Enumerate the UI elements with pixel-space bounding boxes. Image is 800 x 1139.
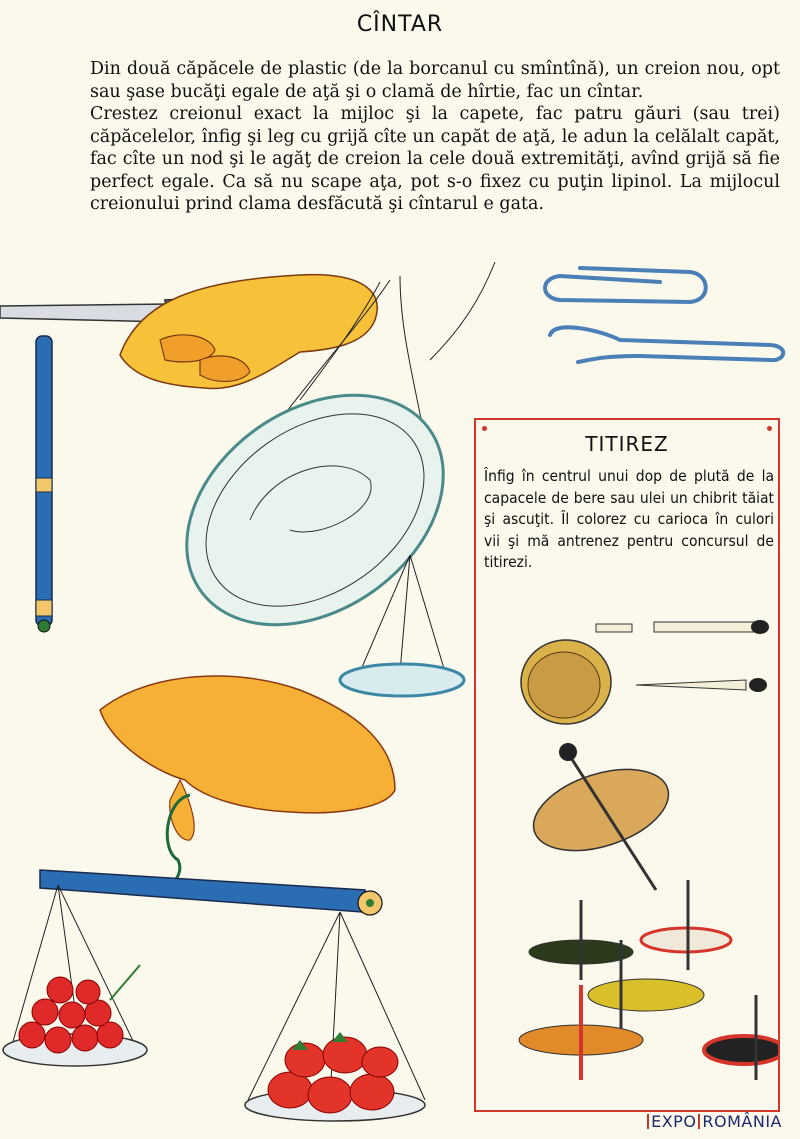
watermark-left: EXPO <box>651 1112 697 1131</box>
scale-beam-illustration <box>40 870 382 915</box>
paper-clip-illustration <box>545 268 783 362</box>
sidebar-text: Înfig în centrul unui dop de plută de la capacele de bere sau ulei un chibrit tăiat şi ascuţit. Îl colorez cu carioca în culori vii şi mă antrenez pentru concursul de titirezi. <box>484 467 774 571</box>
page-title: CÎNTAR <box>356 12 444 37</box>
pencil-illustration <box>36 336 52 632</box>
hand-holding-scale-illustration <box>100 676 395 840</box>
right-pan-strawberries-illustration <box>245 912 425 1121</box>
bottle-cap-illustration <box>521 640 611 724</box>
spinning-top-large-illustration <box>523 743 678 890</box>
instructions-paragraph-1: Din două căpăcele de plastic (de la borcanul cu smîntînă), un creion nou, opt sau şase bucăţi egale de aţă şi o clamă de hîrtie, fac un cîntar. <box>90 59 780 102</box>
plastic-lid-illustration <box>143 348 487 672</box>
expo-romania-watermark <box>645 1112 782 1131</box>
left-pan-cherries-illustration <box>3 885 147 1066</box>
logo-divider <box>647 1114 649 1129</box>
match-illustration <box>596 620 769 692</box>
logo-divider <box>698 1114 700 1129</box>
instructions-paragraph-2: Crestez creionul exact la mijloc şi la capete, fac patru găuri (sau trei) căpăcelelor, înfig şi leg cu grijă cîte un capăt de aţă, le adun la celălalt capăt, fac cîte un nod şi le agăţ de creion la cele două extremităţi, avînd grijă să fie perfect egale. Ca să nu scape aţa, pot s-o fixez cu puţin lipinol. La mijlocul creionului prind clama desfăcută şi cîntarul e gata. <box>90 104 780 214</box>
titirez-sidebar <box>474 418 780 1112</box>
watermark-right: ROMÂNIA <box>702 1112 782 1131</box>
hand-with-knife-illustration <box>120 275 377 389</box>
corner-dot <box>767 426 772 431</box>
spinning-top-illustrations <box>476 610 778 1110</box>
sidebar-title: TITIREZ <box>585 432 669 456</box>
corner-dot <box>482 426 487 431</box>
spinning-tops-group-illustration <box>519 880 778 1080</box>
